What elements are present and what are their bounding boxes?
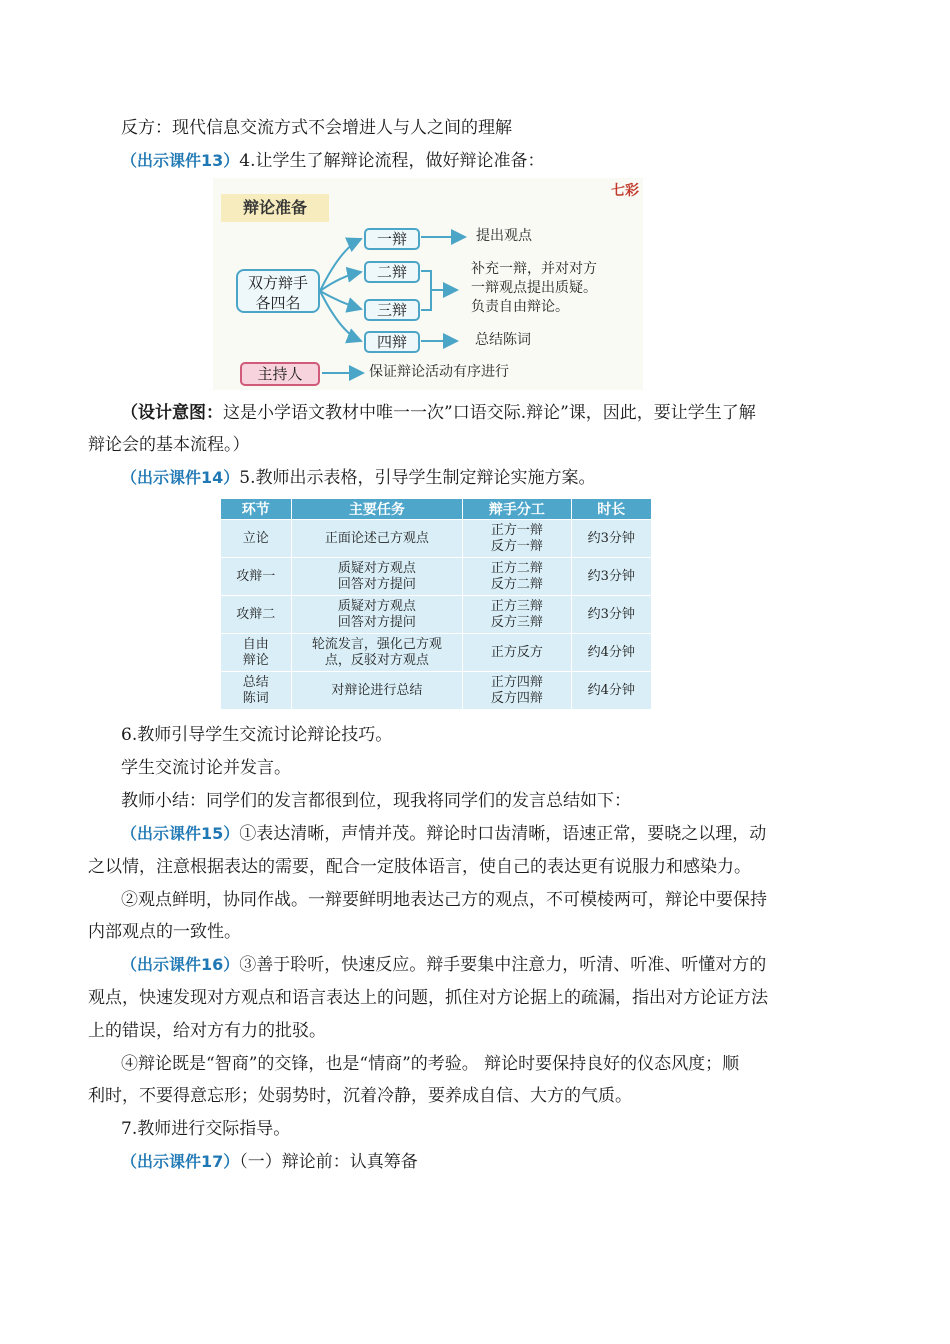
step-text: 4.让学生了解辩论流程，做好辩论准备： bbox=[239, 151, 545, 171]
para-design-intent-cont: 辩论会的基本流程。） bbox=[88, 435, 250, 455]
para-tip-4-cont: 利时，不要得意忘形；处弱势时，沉着冷静，要养成自信、大方的气质。 bbox=[88, 1086, 632, 1106]
para-tip-1 bbox=[121, 822, 766, 846]
para-tip-1-cont: 之以情，注意根据表达的需要，配合一定肢体语言，使自己的表达更有说服力和感染力。 bbox=[88, 857, 751, 877]
text-summary: 总结陈词 bbox=[475, 332, 531, 348]
para-teacher-summary: 教师小结：同学们的发言都很到位，现我将同学们的发言总结如下： bbox=[121, 791, 631, 811]
box-first-debater: 一辩 bbox=[364, 228, 420, 250]
debaters-box: 双方辩手 各四名 bbox=[236, 269, 320, 313]
tip-text: ③善于聆听，快速反应。辩手要集中注意力，听清、听准、听懂对方的 bbox=[239, 955, 767, 975]
table-cell: 轮流发言，强化己方观 点，反驳对方观点 bbox=[291, 634, 463, 672]
table-header-row bbox=[221, 499, 652, 520]
courseware-tag: （出示课件13） bbox=[121, 151, 240, 170]
box-second-debater: 二辩 bbox=[364, 261, 420, 283]
debate-plan-table bbox=[220, 498, 652, 710]
section-text: （一）辩论前：认真筹备 bbox=[239, 1152, 418, 1172]
box-third-debater: 三辩 bbox=[364, 299, 420, 321]
table-cell: 质疑对方观点 回答对方提问 bbox=[291, 596, 463, 634]
text-host-role: 保证辩论活动有序进行 bbox=[369, 364, 509, 380]
diagram-title: 辩论准备 bbox=[221, 194, 329, 222]
para-step-7: 7.教师进行交际指导。 bbox=[121, 1119, 291, 1139]
table-row bbox=[221, 672, 652, 710]
col-header: 时长 bbox=[571, 499, 652, 520]
table-cell: 正方三辩 反方三辩 bbox=[463, 596, 571, 634]
courseware-tag: （出示课件17） bbox=[121, 1152, 240, 1171]
col-header: 环节 bbox=[221, 499, 292, 520]
table-cell: 对辩论进行总结 bbox=[291, 672, 463, 710]
table-cell: 攻辩二 bbox=[221, 596, 292, 634]
table-cell: 正方反方 bbox=[463, 634, 571, 672]
courseware-tag: （出示课件15） bbox=[121, 824, 240, 843]
table-cell: 质疑对方观点 回答对方提问 bbox=[291, 558, 463, 596]
step-text: 5.教师出示表格，引导学生制定辩论实施方案。 bbox=[239, 468, 596, 488]
para-before-debate bbox=[121, 1150, 418, 1174]
para-tip-2: ②观点鲜明，协同作战。一辩要鲜明地表达己方的观点，不可模棱两可，辩论中要保持 bbox=[121, 890, 767, 910]
table-cell: 正方二辩 反方二辩 bbox=[463, 558, 571, 596]
col-header: 主要任务 bbox=[291, 499, 463, 520]
design-intent-label: （设计意图： bbox=[121, 403, 223, 423]
debate-prep-diagram bbox=[213, 178, 643, 390]
box-host: 主持人 bbox=[240, 362, 320, 386]
design-intent-text: 这是小学语文教材中唯一一次”口语交际.辩论”课，因此，要让学生了解 bbox=[223, 403, 756, 423]
table-cell: 总结 陈词 bbox=[221, 672, 292, 710]
corner-logo: 七彩 bbox=[611, 183, 639, 199]
table-row bbox=[221, 596, 652, 634]
para-tip-3 bbox=[121, 953, 766, 977]
text-rebuttal-1: 补充一辩，并对对方 bbox=[471, 261, 597, 277]
box-fourth-debater: 四辩 bbox=[364, 331, 420, 353]
para-students-discuss: 学生交流讨论并发言。 bbox=[121, 758, 291, 778]
table-cell: 立论 bbox=[221, 520, 292, 558]
para-tip-3-cont: 观点，快速发现对方观点和语言表达上的问题，抓住对方论据上的疏漏，指出对方论证方法 bbox=[88, 988, 768, 1008]
col-header: 辩手分工 bbox=[463, 499, 571, 520]
table-cell: 约3分钟 bbox=[571, 596, 652, 634]
table-cell: 约4分钟 bbox=[571, 634, 652, 672]
text-rebuttal-2: 一辩观点提出质疑。 bbox=[471, 280, 597, 296]
table-row bbox=[221, 558, 652, 596]
tip-text: ①表达清晰，声情并茂。辩论时口齿清晰，语速正常，要晓之以理，动 bbox=[239, 824, 767, 844]
para-opposing-side: 反方：现代信息交流方式不会增进人与人之间的理解 bbox=[121, 118, 512, 138]
para-step-5 bbox=[121, 466, 596, 490]
para-tip-4: ④辩论既是“智商”的交锋，也是“情商”的考验。 辩论时要保持良好的仪态风度；顺 bbox=[121, 1054, 740, 1074]
para-tip-3-cont2: 上的错误，给对方有力的批驳。 bbox=[88, 1021, 326, 1041]
table-row bbox=[221, 634, 652, 672]
table-cell: 约3分钟 bbox=[571, 558, 652, 596]
table-cell: 自由 辩论 bbox=[221, 634, 292, 672]
courseware-tag: （出示课件14） bbox=[121, 468, 240, 487]
para-design-intent bbox=[121, 401, 756, 425]
courseware-tag: （出示课件16） bbox=[121, 955, 240, 974]
table-cell: 攻辩一 bbox=[221, 558, 292, 596]
table-cell: 正面论述己方观点 bbox=[291, 520, 463, 558]
table-row bbox=[221, 520, 652, 558]
para-step-6: 6.教师引导学生交流讨论辩论技巧。 bbox=[121, 725, 393, 745]
table-cell: 约4分钟 bbox=[571, 672, 652, 710]
text-rebuttal-3: 负责自由辩论。 bbox=[471, 299, 569, 315]
table-cell: 正方一辩 反方一辩 bbox=[463, 520, 571, 558]
table-cell: 正方四辩 反方四辩 bbox=[463, 672, 571, 710]
text-present-view: 提出观点 bbox=[476, 228, 532, 244]
para-step-4 bbox=[121, 149, 545, 173]
table-cell: 约3分钟 bbox=[571, 520, 652, 558]
para-tip-2-cont: 内部观点的一致性。 bbox=[88, 922, 241, 942]
